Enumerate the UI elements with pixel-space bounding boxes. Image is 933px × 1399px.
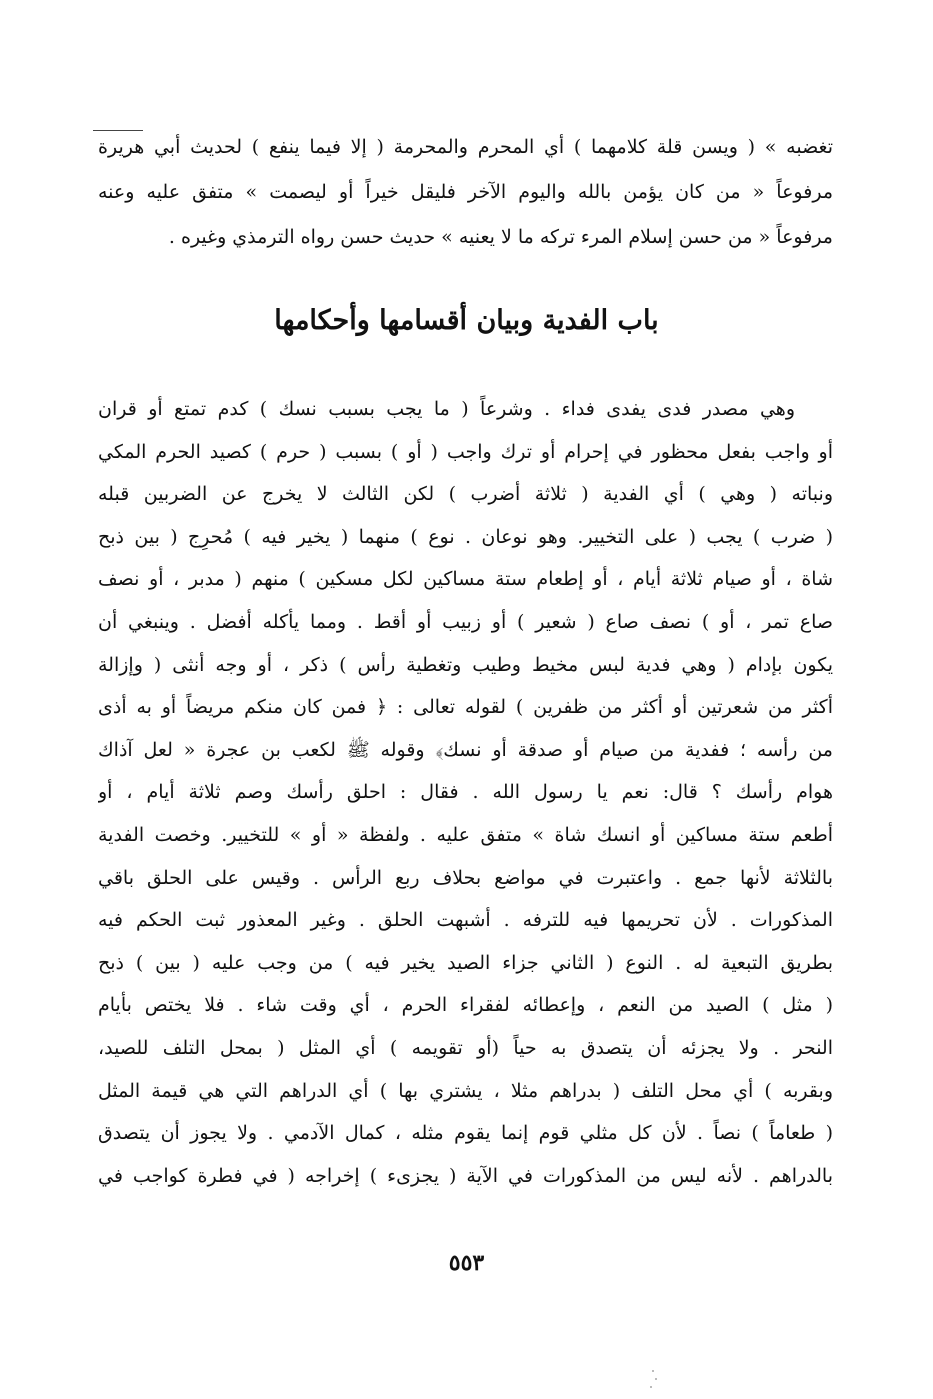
text-line: بطريق التبعية له . النوع ( الثاني جزاء الصيد يخير فيه ) من وجب عليه ( بين ) ذبح [98,951,833,974]
text-line: وهي مصدر فدى يفدى فداء . وشرعاً ( ما يجب بسبب نسك ) كدم تمتع أو قران [98,398,795,420]
text-line: النحر . ولا يجزئه أن يتصدق به حياً (أو تقويمه ) أي المثل ( بمحل التلف للصيد، [98,1036,833,1059]
text-line: ( طعاماً ) نصاً . لأن كل مثلي قوم إنما يقوم مثله ، كمال الآدمي . ولا يجوز أن يتصدق [98,1122,833,1145]
text-line: مرفوعاً « من كان يؤمن بالله واليوم الآخر فليقل خيراً أو ليصمت » متفق عليه وعنه [98,181,833,203]
text-line: أو واجب بفعل محظور في إحرام أو ترك واجب ( أو ) بسبب ( حرم ) كصيد الحرم المكي [98,440,833,463]
text-line: أطعم ستة مساكين أو انسك شاة » متفق عليه . ولفظة « أو » للتخيير. وخصت الفدية [98,823,833,846]
text-line: هوام رأسك ؟ قال: نعم يا رسول الله . فقال : احلق رأسك وصم ثلاثة أيام ، أو [98,781,833,804]
text-line: مرفوعاً « من حسن إسلام المرء تركه ما لا يعنيه » حديث حسن رواه الترمذي وغيره . [168,226,833,248]
page-number: ٥٥٣ [448,1250,485,1276]
text-line: ونباته ( وهي ) أي الفدية ( ثلاثة أضرب ) لكن الثالث لا يخرج عن الضربين قبله [98,483,833,506]
text-line: ( ضرب ) يجب ( على التخيير. وهو نوعان . نوع ) منهما ( يخير فيه ) مُحرِج ( بين ذبح [98,525,833,548]
text-line: ( مثل ) الصيد من النعم ، وإعطائه لفقراء الحرم ، أي وقت شاء . فلا يختص بأيام [98,994,833,1017]
intro-paragraph [98,125,833,260]
text-line: أكثر من شعرتين أو أكثر من ظفرين ) لقوله تعالى : ﴿ فمن كان منكم مريضاً أو به أذى [98,696,833,719]
text-line: المذكورات . لأن تحريمها فيه للترفه . أشبهت الحلق . وغير المعذور ثبت الحكم فيه [98,909,833,932]
text-line: من رأسه ؛ ففدية من صيام أو صدقة أو نسك﴾ وقوله ﷺ لكعب بن عجرة « لعل آذاك [98,738,833,761]
text-line: يكون بإدام ( وهي فدية لبس مخيط وطيب وتغطية رأس ) ذكر ، أو وجه أنثى ( وإزالة [98,653,833,676]
text-line: تغضبه » ( ويسن قلة كلامهما ) أي المحرم والمحرمة ( إلا فيما ينفع ) لحديث أبي هريرة [98,136,833,158]
scan-speck [650,1386,652,1388]
text-line: بالدراهم . لأنه ليس من المذكورات في الآية ( يجزىء ) إخراجه ( في فطرة كواجب في [98,1164,833,1187]
scan-speck [655,1378,657,1380]
text-line: بالثلاثة لأنها جمع . واعتبرت في مواضع بحلاف ربع الرأس . وقيس على الحلق باقي [98,866,833,889]
text-line: صاع تمر ، أو ) نصف صاع ( شعير ) أو زبيب أو أقط . ومما يأكله أفضل . وينبغي أن [98,610,833,633]
text-line: وبقربه ) أي محل التلف ( بدراهم مثلا ، يشتري بها ) أي الدراهم التي هي قيمة المثل [98,1079,833,1102]
chapter-heading: باب الفدية وبيان أقسامها وأحكامها [274,305,659,336]
text-line: شاة ، أو صيام ثلاثة أيام ، أو إطعام ستة مساكين لكل مسكين ) منهم ( مدبر ، أو نصف [98,568,833,591]
body-paragraph [98,388,833,1197]
scan-speck [652,1370,654,1372]
